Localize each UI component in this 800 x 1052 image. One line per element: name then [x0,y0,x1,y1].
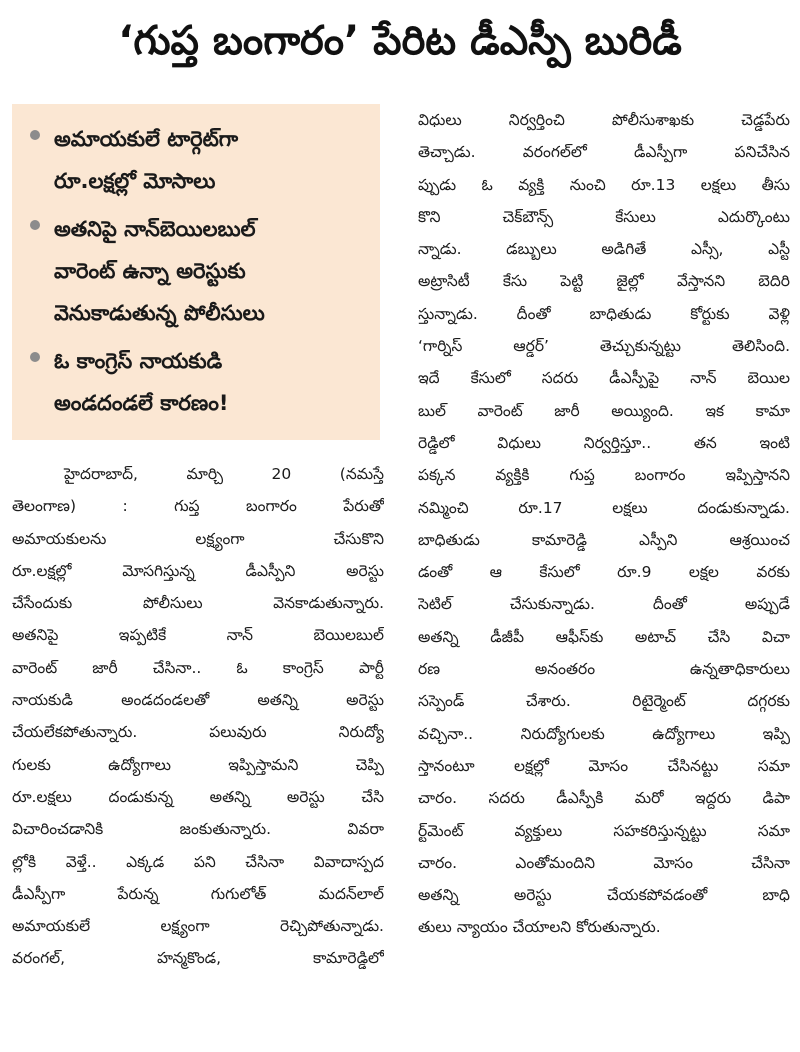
article-line: వారెంట్ జారీ చేసినా.. ఓ కాంగ్రెస్ పార్టీ [12,658,384,677]
article-line: రూ.లక్షలు దండుకున్న అతన్ని అరెస్టు చేసి [12,787,384,806]
article-line: ల్లోకి వెళ్తే.. ఎక్కడ పని చేసినా వివాదాస్పద [12,852,384,871]
article-line: వరంగల్, హన్మకొండ, కామారెడ్డిలో [12,949,384,968]
article-line: న్నాడు. డబ్బులు అడిగితే ఎస్సీ, ఎస్టీ [418,240,790,259]
article-line: రూ.లక్షల్లో మోసగిస్తున్న డీఎస్పీని అరెస్టు [12,561,384,580]
article-line: బుల్ వారెంట్ జారీ అయ్యింది. ఇక కామా [418,401,790,420]
article-line: అతనిపై ఇప్పటికే నాన్ బెయిలబుల్ [12,626,384,645]
article-line: అతన్ని అరెస్టు చేయకపోవడంతో బాధి [418,886,790,905]
article-line: పక్కన వ్యక్తికి గుప్త బంగారం ఇప్పిస్తానని [418,466,790,485]
article-right-column [418,104,790,944]
highlight-line: అతనిపై నాన్‌బెయిలబుల్ [54,217,256,241]
article-line: సస్పెండ్ చేశారు. రిటైర్మెంట్ దగ్గరకు [418,692,790,711]
article-line: డీఎస్పీగా పేరున్న గుగులోత్ మదన్‌లాల్ [12,884,384,903]
article-line: రెడ్డిలో విధులు నిర్వర్తిస్తూ.. తన ఇంటి [418,433,790,452]
highlight-text [54,340,228,424]
article-line: రణ అనంతరం ఉన్నతాధికారులు [418,660,790,679]
article-line: బాధితుడు కామారెడ్డి ఎస్పీని ఆశ్రయించ [418,530,790,549]
article-line: విధులు నిర్వర్తించి పోలీసుశాఖకు చెడ్డపేరు [418,111,790,129]
article-line: కొని చెక్‌బౌన్స్ కేసులు ఎదుర్కొంటు [418,207,790,226]
article-line: తెలంగాణ) : గుప్త బంగారం పేరుతో [12,497,384,516]
dateline: హైదరాబాద్, మార్చి 20 (నమస్తే [64,465,384,483]
article-line: ఇదే కేసులో సదరు డీఎస్పీపై నాన్ బెయిల [418,369,790,388]
article-line: అట్రాసిటీ కేసు పెట్టి జైల్లో వేస్తానని బెదిరి [418,272,790,291]
article-line: నమ్మించి రూ.17 లక్షలు దండుకున్నాడు. [418,498,790,517]
article-line: వచ్చినా.. నిరుద్యోగులకు ఉద్యోగాలు ఇప్పి [418,724,790,743]
article-line: ‘గార్నిస్ ఆర్డర్’ తెచ్చుకున్నట్టు తెలిసింది. [418,337,790,356]
article-line: విచారించడానికి జంకుతున్నారు. వివరా [12,820,384,839]
highlight-text [54,208,265,334]
highlight-item [30,340,370,424]
highlight-line: అండదండలే కారణం! [54,391,229,415]
highlight-line: రూ.లక్షల్లో మోసాలు [54,169,216,193]
article-line: చారం. ఎంతోమందిని మోసం చేసినా [418,853,790,872]
highlight-text [54,118,238,202]
article-line: చేయలేకపోతున్నారు. పలువురు నిరుద్యో [12,723,384,742]
headline: ‘గుప్త బంగారం’ పేరిట డీఎస్పీ బురిడీ [118,18,682,64]
bullet-icon [30,220,40,230]
article-line: తులు న్యాయం చేయాలని కోరుతున్నారు. [418,918,661,937]
highlight-item [30,208,370,334]
article-line: గులకు ఉద్యోగాలు ఇప్పిస్తామని చెప్పి [12,755,384,774]
highlight-line: ఓ కాంగ్రెస్ నాయకుడి [54,349,223,373]
article-line: అతన్ని డీజీపీ ఆఫీస్‌కు అటాచ్ చేసి విచా [418,627,790,646]
article-line: ప్పుడు ఓ వ్యక్తి నుంచి రూ.13 లక్షలు తీసు [418,175,790,194]
article-line: తెచ్చాడు. వరంగల్‌లో డీఎస్పీగా పనిచేసిన [418,143,790,162]
highlights-box [12,104,380,440]
article-line: అమాయకులే లక్ష్యంగా రెచ్చిపోతున్నాడు. [12,917,384,936]
article-line: చారం. సదరు డీఎస్పీకి మరో ఇద్దరు డిపా [418,789,790,808]
bullet-icon [30,352,40,362]
highlight-line: వారెంట్ ఉన్నా అరెస్టుకు [54,259,246,283]
article-line: చేసేందుకు పోలీసులు వెనకాడుతున్నారు. [12,594,384,613]
bullet-icon [30,130,40,140]
article-line: స్తున్నాడు. దీంతో బాధితుడు కోర్టుకు వెళ్లి [418,304,790,323]
article-line: నాయకుడి అండదండలతో అతన్ని అరెస్టు [12,691,384,710]
article-line: సెటిల్ చేసుకున్నాడు. దీంతో అప్పుడే [418,595,790,614]
article-line: ర్ట్‌మెంట్ వ్యక్తులు సహకరిస్తున్నట్టు సమా [418,821,790,840]
highlight-item [30,118,370,202]
article-line: డంతో ఆ కేసులో రూ.9 లక్షల వరకు [418,563,790,582]
article-line: అమాయకులను లక్ష్యంగా చేసుకొని [12,529,384,548]
article-line: స్తానంటూ లక్షల్లో మోసం చేసినట్టు సమా [418,756,790,775]
highlight-line: అమాయకులే టార్గెట్‌గా [54,127,239,151]
article-left-column [12,458,384,975]
highlight-line: వెనుకాడుతున్న పోలీసులు [54,301,265,325]
